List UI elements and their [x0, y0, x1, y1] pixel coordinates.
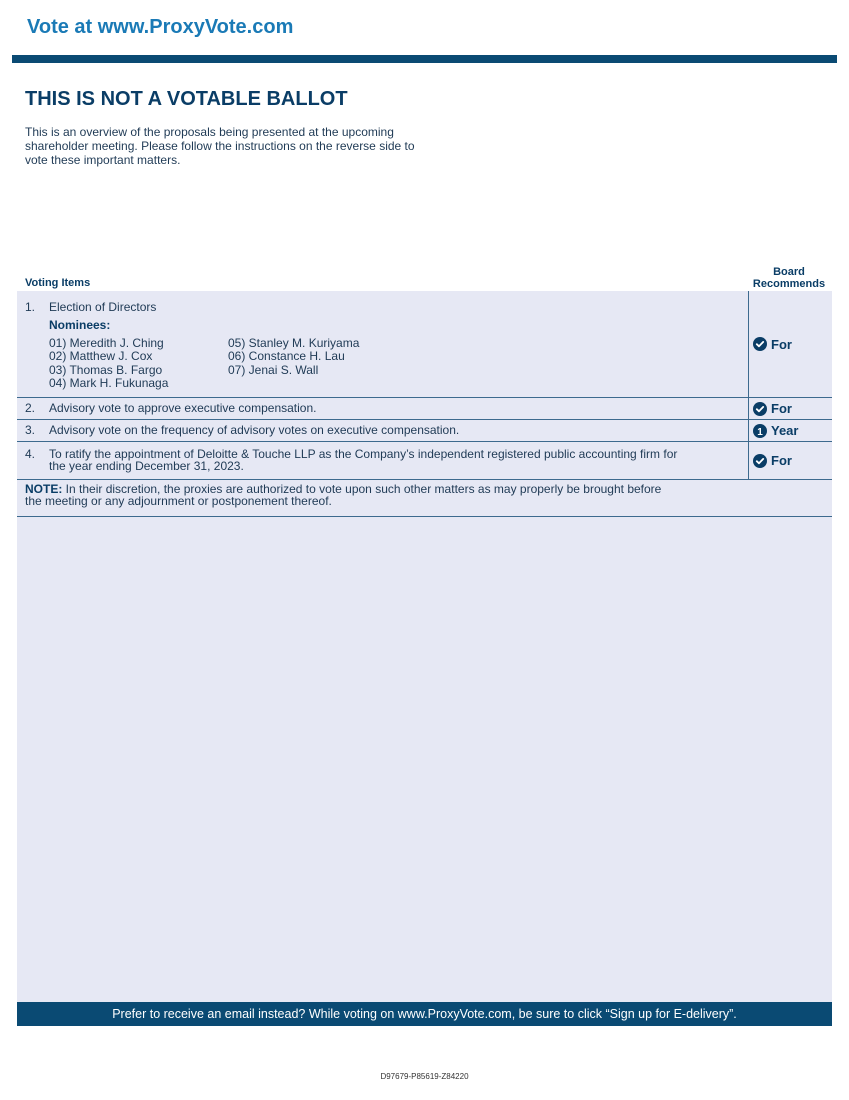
note-row: [17, 480, 832, 517]
nominee: 01) Meredith J. Ching: [49, 336, 164, 350]
document-code: D97679-P85619-Z84220: [380, 1072, 469, 1081]
nominee: 02) Matthew J. Cox: [49, 349, 153, 363]
nominee: 05) Stanley M. Kuriyama: [228, 336, 360, 350]
note-label: NOTE:: [25, 482, 63, 496]
board-recommendation: For: [748, 398, 792, 419]
nominee: 04) Mark H. Fukunaga: [49, 376, 169, 390]
check-circle-icon: [753, 402, 767, 416]
board-recommends-header: Board Recommends: [752, 266, 826, 290]
voting-items-header: Voting Items: [25, 277, 91, 289]
voting-item-4: [17, 442, 832, 480]
item-text-line-1: To ratify the appointment of Deloitte & Touche LLP as the Company’s independent registered public accounting firm for: [49, 447, 678, 461]
header-rule: [12, 55, 837, 63]
intro-text: This is an overview of the proposals being presented at the upcoming shareholder meeting. Please follow the instructions on the reverse side to vote these important matters.: [25, 125, 415, 167]
item-number: 2.: [25, 401, 36, 415]
svg-text:1: 1: [757, 426, 763, 438]
voting-item-1: [17, 291, 832, 398]
item-number: 1.: [25, 300, 36, 314]
item-text: Election of Directors: [49, 300, 157, 314]
nominees-label: Nominees:: [49, 318, 111, 332]
proxyvote-link[interactable]: Vote at www.ProxyVote.com: [27, 16, 294, 38]
item-text-line-2: the year ending December 31, 2023.: [49, 459, 244, 473]
item-text: Advisory vote to approve executive compensation.: [49, 401, 317, 415]
board-recommendation: For: [748, 291, 792, 397]
note-text: NOTE: In their discretion, the proxies are authorized to vote upon such other matters as may properly be brought before the meeting or any adjournment or postponement thereof.: [25, 482, 662, 508]
number-one-circle-icon: [753, 424, 767, 438]
voting-item-2: [17, 398, 832, 420]
edelivery-banner: Prefer to receive an email instead? While voting on www.ProxyVote.com, be sure to click “Sign up for E-delivery”.: [17, 1002, 832, 1026]
page-title: THIS IS NOT A VOTABLE BALLOT: [25, 88, 348, 110]
check-circle-icon: [753, 454, 767, 468]
check-circle-icon: [753, 337, 767, 351]
board-recommendation: For: [748, 442, 792, 479]
item-text: Advisory vote on the frequency of advisory votes on executive compensation.: [49, 423, 460, 437]
board-recommendation: 1 Year: [748, 420, 798, 441]
nominee: 03) Thomas B. Fargo: [49, 363, 163, 377]
nominee: 07) Jenai S. Wall: [228, 363, 319, 377]
nominee: 06) Constance H. Lau: [228, 349, 345, 363]
voting-items-panel: [17, 291, 832, 1026]
item-number: 4.: [25, 447, 36, 461]
voting-item-3: [17, 420, 832, 442]
item-number: 3.: [25, 423, 36, 437]
